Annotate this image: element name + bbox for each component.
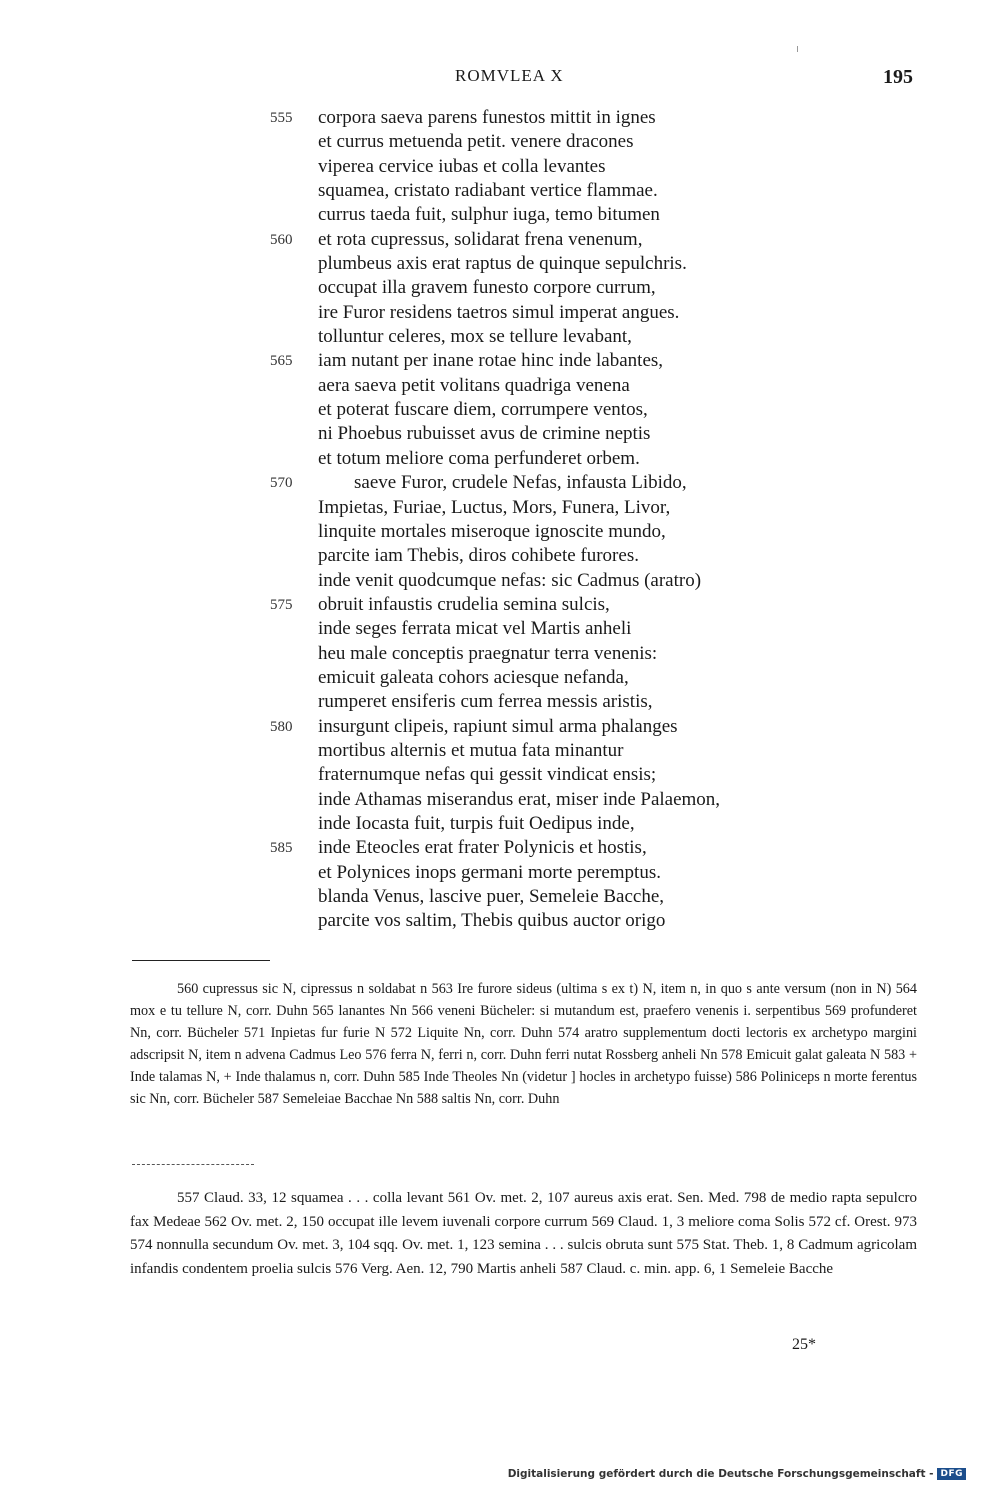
verse-line (270, 179, 830, 203)
verse-text: corpora saeva parens funestos mittit in ignes (318, 107, 656, 128)
verse-line (270, 593, 830, 617)
verse-line (270, 739, 830, 763)
credit-text: Digitalisierung gefördert durch die Deutsche Forschungsgemeinschaft - (507, 1468, 934, 1480)
verse-line (270, 301, 830, 325)
verse-text: rumperet ensiferis cum ferrea messis aristis, (318, 691, 653, 713)
verse-number: 580 (270, 718, 293, 735)
verse-text: ni Phoebus rubuisset avus de crimine neptis (318, 423, 651, 445)
verse-line (270, 155, 830, 179)
verse-line (270, 690, 830, 714)
verse-text: blanda Venus, lascive puer, Semeleie Bacche, (318, 886, 665, 907)
verse-text: Impietas, Furiae, Luctus, Mors, Funera, Livor, (318, 496, 671, 518)
verse-line (270, 617, 830, 641)
verse-line (270, 203, 830, 227)
poem-text (270, 106, 830, 934)
verse-line (270, 252, 830, 276)
verse-text: plumbeus axis erat raptus de quinque sepulchris. (318, 253, 687, 275)
verse-line (270, 544, 830, 568)
verse-line (270, 861, 830, 885)
verse-text: squamea, cristato radiabant vertice flammae. (318, 180, 658, 202)
verse-text: et Polynices inops germani morte peremptus. (318, 861, 661, 883)
verse-number: 570 (270, 475, 293, 492)
verse-line (270, 885, 830, 909)
page-number: 195 (883, 66, 913, 88)
verse-line (270, 228, 830, 252)
verse-number: 565 (270, 353, 293, 370)
verse-line (270, 520, 830, 544)
verse-line (270, 325, 830, 349)
verse-line (270, 276, 830, 300)
verse-text: inde Iocasta fuit, turpis fuit Oedipus inde, (318, 812, 635, 834)
verse-text: et poterat fuscare diem, corrumpere ventos, (318, 399, 648, 421)
verse-line (270, 496, 830, 520)
verse-text: inde Athamas miserandus erat, miser inde Palaemon, (318, 788, 721, 810)
dfg-logo: DFG (937, 1468, 966, 1480)
verse-line (270, 763, 830, 787)
verse-line (270, 666, 830, 690)
verse-number: 555 (270, 110, 293, 126)
verse-line (270, 422, 830, 446)
verse-line (270, 909, 830, 933)
verse-text: inde venit quodcumque nefas: sic Cadmus (aratro) (318, 569, 702, 591)
verse-text: fraternumque nefas qui gessit vindicat ensis; (318, 764, 657, 786)
verse-text: et totum meliore coma perfunderet orbem. (318, 447, 640, 469)
verse-text: saeve Furor, crudele Nefas, infausta Libido, (354, 472, 687, 494)
verse-line (270, 569, 830, 593)
verse-text: heu male conceptis praegnatur terra venenis: (318, 642, 658, 664)
verse-text: parcite iam Thebis, diros cohibete furores. (318, 545, 639, 567)
verse-line (270, 374, 830, 398)
verse-text: inde Eteocles erat frater Polynicis et hostis, (318, 837, 647, 859)
apparatus-separator (132, 960, 270, 961)
verse-text: mortibus alternis et mutua fata minantur (318, 739, 624, 761)
verse-text: aera saeva petit volitans quadriga venena (318, 374, 630, 396)
verse-line (270, 398, 830, 422)
scan-edge-mark (797, 46, 798, 52)
verse-line (270, 130, 830, 154)
verse-line (270, 447, 830, 471)
verse-text: iam nutant per inane rotae hinc inde labantes, (318, 350, 664, 372)
verse-number: 560 (270, 231, 293, 248)
verse-line (270, 106, 830, 130)
verse-text: insurgunt clipeis, rapiunt simul arma phalanges (318, 715, 678, 737)
critical-apparatus: 560 cupressus sic N, cipressus n soldabat n 563 Ire furore sideus (ultima s ex t) N, item n, in quo s ante versum (non in N) 564 mox e tu tellure N, corr. Duhn 565 lanantes Nn 566 veneni Bücheler: si mutandum est, praefero venenis i. serpentibus 569 profunderet Nn, corr. Bücheler 571 Inpietas fur furie N 572 Liquite Nn, corr. Duhn 574 aratro supplementum docti lectoris ex archetypo margini adscripsit N, item n advena Cadmus Leo 576 ferra N, ferri n, corr. Duhn ferri nutat Rossberg anheli Nn 578 Emicuit galat galeata N 583 + Inde talamas N, + Inde thalamus n, corr. Duhn 585 Inde Theoles Nn (videtur ] hocles in archetypo fuisse) 586 Poliniceps n morte ferentus sic Nn, corr. Bücheler 587 Semeleiae Bacchae Nn 588 saltis Nn, corr. Duhn (130, 981, 917, 1108)
verse-text: occupat illa gravem funesto corpore currum, (318, 277, 656, 299)
verse-line (270, 836, 830, 860)
digitization-credit (508, 1468, 966, 1480)
verse-text: tolluntur celeres, mox se tellure levabant, (318, 326, 632, 348)
verse-line (270, 715, 830, 739)
testimonia-separator (132, 1164, 254, 1165)
verse-text: emicuit galeata cohors aciesque nefanda, (318, 666, 629, 688)
verse-text: obruit infaustis crudelia semina sulcis, (318, 593, 610, 615)
verse-line (270, 812, 830, 836)
verse-line (270, 642, 830, 666)
verse-text: et currus metuenda petit. venere dracones (318, 131, 634, 153)
verse-text: viperea cervice iubas et colla levantes (318, 155, 606, 177)
running-header: ROMVLEA X (455, 66, 564, 85)
verse-text: et rota cupressus, solidarat frena venenum, (318, 228, 643, 250)
testimonia-notes: 557 Claud. 33, 12 squamea . . . colla levant 561 Ov. met. 2, 107 aureus axis erat. Sen. Med. 798 de medio rapta sepulcro fax Medeae 562 Ov. met. 2, 150 occupat ille levem iuvenali corpore currum 569 Claud. 1, 3 meliore coma Solis 572 cf. Orest. 973 574 nonnulla secundum Ov. met. 3, 104 sqq. Ov. met. 1, 123 semina . . . sulcis obruta sunt 575 Stat. Theb. 1, 8 Cadmum agricolam infandis condentem proelia sulcis 576 Verg. Aen. 12, 790 Martis anheli 587 Claud. c. min. app. 6, 1 Semeleie Bacche (130, 1190, 917, 1277)
verse-text: linquite mortales miseroque ignoscite mundo, (318, 520, 666, 542)
verse-line (270, 788, 830, 812)
verse-text: currus taeda fuit, sulphur iuga, temo bitumen (318, 204, 660, 226)
verse-text: parcite vos saltim, Thebis quibus auctor origo (318, 910, 666, 932)
verse-number: 575 (270, 596, 293, 613)
verse-line (270, 471, 830, 495)
signature-mark: 25* (792, 1336, 816, 1353)
verse-number: 585 (270, 840, 293, 857)
verse-text: inde seges ferrata micat vel Martis anheli (318, 618, 632, 640)
verse-text: ire Furor residens taetros simul imperat angues. (318, 301, 680, 323)
verse-line (270, 349, 830, 373)
